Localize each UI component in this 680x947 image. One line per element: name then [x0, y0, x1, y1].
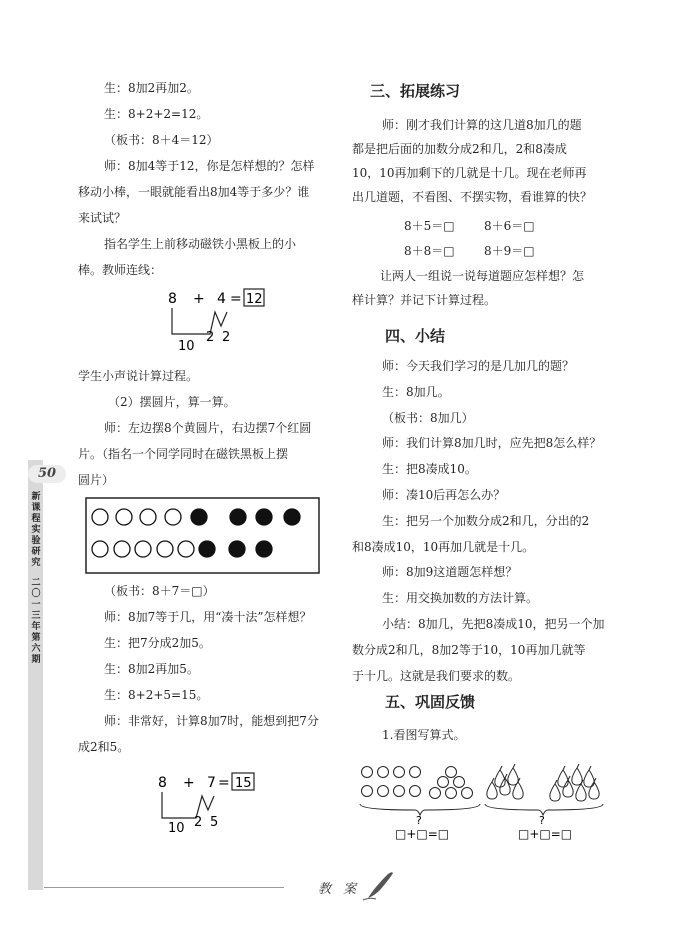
- open-counter: [178, 541, 194, 557]
- diagram-b: 4: [217, 291, 226, 307]
- diagram-eq: =: [230, 291, 242, 307]
- pear-icon: [558, 766, 568, 787]
- text-line: 生：8加2再加5。: [104, 662, 199, 676]
- question-mark-right: ?: [539, 814, 545, 827]
- diagram-split1: 2: [206, 330, 215, 345]
- text-line: 都是把后面的加数分成2和几，2和8凑成: [352, 142, 567, 156]
- text-line: 生：把另一个加数分成2和几，分出的2: [382, 513, 590, 528]
- sidebar-char: 新: [31, 492, 41, 502]
- diagram2-ten: 10: [168, 821, 185, 836]
- text-line: （板书：8＋7＝□）: [104, 584, 215, 598]
- pen-icon: [360, 868, 400, 902]
- text-line: 师：8加4等于12，你是怎样想的？怎样: [104, 159, 315, 173]
- exercise-circle: [446, 788, 457, 799]
- pear-icon: [550, 780, 560, 801]
- text-line: 生：8+2+5=15。: [104, 688, 209, 702]
- diagram2-result: 15: [235, 776, 252, 791]
- text-line: 指名学生上前移动磁铁小黑板上的小: [104, 237, 297, 251]
- text-line: 师：左边摆8个黄圆片，右边摆7个红圆: [104, 421, 312, 435]
- exercise-circle: [410, 786, 421, 797]
- exercise-circle: [430, 788, 441, 799]
- exercise-circle: [378, 786, 389, 797]
- heading-section-5: 五、巩固反馈: [385, 693, 476, 711]
- text-line: （板书：8加几）: [382, 410, 474, 425]
- formula-left: □+□=□: [395, 827, 450, 841]
- text-line: 师：非常好，计算8加7时，能想到把7分: [104, 714, 319, 728]
- text-line: 出几道题，不看图、不摆实物，看谁算的快？: [352, 190, 593, 204]
- text-line: 棒。教师连线：: [78, 263, 163, 277]
- exercise-circle: [462, 788, 473, 799]
- diagram-ten: 10: [178, 339, 195, 354]
- exercise-item: 8＋8＝□: [404, 244, 455, 258]
- pear-icon: [508, 764, 518, 785]
- text-line: 生：用交换加数的方法计算。: [382, 591, 539, 606]
- issue-label: [29, 578, 43, 666]
- exercise-circle: [362, 767, 373, 778]
- open-counter: [114, 541, 130, 557]
- text-line: 片。（指名一个同学同时在磁铁黑板上摆: [78, 447, 289, 461]
- diagram2-connector: [162, 792, 214, 818]
- filled-counter: [229, 541, 245, 557]
- open-counter: [135, 541, 151, 557]
- text-line: 师：刚才我们计算的这几道8加几的题: [382, 118, 582, 132]
- sidebar-char: 年: [31, 622, 41, 632]
- diagram-split2: 2: [222, 330, 231, 345]
- sidebar-char: 二: [31, 578, 41, 588]
- picture-exercise: [355, 758, 615, 843]
- exercise-instruction: 1.看图写算式。: [382, 728, 466, 742]
- counters-board: [85, 497, 321, 575]
- filled-counter: [256, 509, 272, 525]
- open-counter: [157, 541, 173, 557]
- diagram2-split2: 5: [210, 815, 219, 830]
- text-line: 和8凑成10，10再加几就是十几。: [352, 539, 535, 554]
- text-line: 10，10再加剩下的几就是十几。现在老师再: [352, 166, 587, 180]
- open-counter: [92, 541, 108, 557]
- pear-icon: [487, 778, 497, 799]
- open-counter: [140, 509, 156, 525]
- exercise-circle: [362, 786, 373, 797]
- text-line: （2）摆圆片，算一算。: [108, 395, 236, 409]
- text-line: 来试试？: [78, 211, 127, 225]
- diagram-op: +: [193, 291, 205, 307]
- text-line: 生：把8凑成10。: [382, 462, 477, 477]
- sidebar-char: 程: [31, 514, 41, 524]
- exercise-circle: [378, 767, 389, 778]
- sidebar-char: 研: [31, 547, 41, 557]
- diagram2-split1: 2: [194, 815, 203, 830]
- diagram2-a: 8: [158, 775, 167, 791]
- pear-icon: [495, 766, 505, 787]
- text-line: 生：8+2+2=12。: [104, 107, 209, 121]
- sidebar-char: 期: [31, 655, 41, 665]
- exercise-item: 8＋5＝□: [404, 219, 455, 233]
- filled-counter: [230, 509, 246, 525]
- diagram2-b: 7: [207, 775, 216, 791]
- filled-counter: [199, 541, 215, 557]
- filled-counter: [256, 541, 272, 557]
- footer-rule: [44, 887, 284, 888]
- open-counter: [92, 509, 108, 525]
- page-number: 50: [28, 465, 66, 483]
- heading-section-4: 四、小结: [385, 327, 446, 345]
- text-line: 学生小声说计算过程。: [78, 369, 199, 383]
- open-counter: [116, 509, 132, 525]
- sidebar-char: 三: [31, 611, 41, 621]
- diagram2-eq: =: [218, 775, 230, 791]
- question-mark-left: ?: [416, 814, 422, 827]
- diagram-8-plus-4: [160, 286, 280, 356]
- sidebar-char: 课: [31, 503, 41, 513]
- exercise-circle: [446, 767, 457, 778]
- diagram2-op: +: [183, 775, 195, 791]
- diagram-8-plus-7: [150, 770, 270, 840]
- exercise-circle: [454, 777, 465, 788]
- exercise-circle: [410, 767, 421, 778]
- text-line: 小结：8加几，先把8凑成10，把另一个加: [382, 617, 605, 631]
- exercise-circle: [394, 767, 405, 778]
- sidebar-char: 〇: [31, 589, 41, 599]
- sidebar-char: 验: [31, 536, 41, 546]
- filled-counter: [191, 509, 207, 525]
- sidebar-char: 究: [31, 558, 41, 568]
- diagram-result: 12: [246, 292, 263, 307]
- text-line: 生：把7分成2加5。: [104, 636, 211, 650]
- text-line: 师：8加7等于几，用“凑十法”怎样想？: [104, 610, 312, 624]
- footer-label: 教 案: [318, 882, 361, 897]
- text-line: 师：凑10后再怎么办？: [382, 488, 506, 502]
- sidebar-char: 实: [31, 525, 41, 535]
- text-line: 数分成2和几，8加2等于10，10再加几就等: [352, 642, 586, 657]
- formula-right: □+□=□: [518, 827, 573, 841]
- text-line: 圆片）: [78, 473, 115, 487]
- filled-counter: [284, 509, 300, 525]
- text-line: 生：8加几。: [382, 384, 450, 399]
- text-line: 样计算？并记下计算过程。: [352, 293, 497, 307]
- pear-icon: [572, 764, 582, 785]
- text-line: 移动小棒，一眼就能看出8加4等于多少？谁: [78, 185, 310, 199]
- text-line: 师：今天我们学习的是几加几的题？: [382, 359, 575, 373]
- text-line: （板书：8＋4＝12）: [104, 133, 219, 147]
- text-line: 于十几。这就是我们要求的数。: [352, 668, 521, 683]
- text-line: 生：8加2再加2。: [104, 81, 199, 95]
- exercise-item: 8＋6＝□: [484, 219, 535, 233]
- text-line: 成2和5。: [78, 740, 130, 754]
- open-counter: [165, 509, 181, 525]
- diagram-connector: [172, 308, 227, 334]
- journal-title: [29, 492, 43, 569]
- text-line: 让两人一组说一说每道题应怎样想？怎: [380, 269, 585, 283]
- sidebar-char: 第: [31, 633, 41, 643]
- text-line: 师：我们计算8加几时，应先把8怎么样？: [382, 436, 602, 451]
- text-line: 师：8加9这道题怎样想？: [382, 565, 518, 580]
- exercise-circle: [394, 786, 405, 797]
- exercise-circle: [438, 777, 449, 788]
- exercise-item: 8＋9＝□: [484, 244, 535, 258]
- sidebar-char: 六: [31, 644, 41, 654]
- diagram-a: 8: [168, 291, 177, 307]
- sidebar-char: 一: [31, 600, 41, 610]
- heading-section-3: 三、拓展练习: [370, 82, 461, 100]
